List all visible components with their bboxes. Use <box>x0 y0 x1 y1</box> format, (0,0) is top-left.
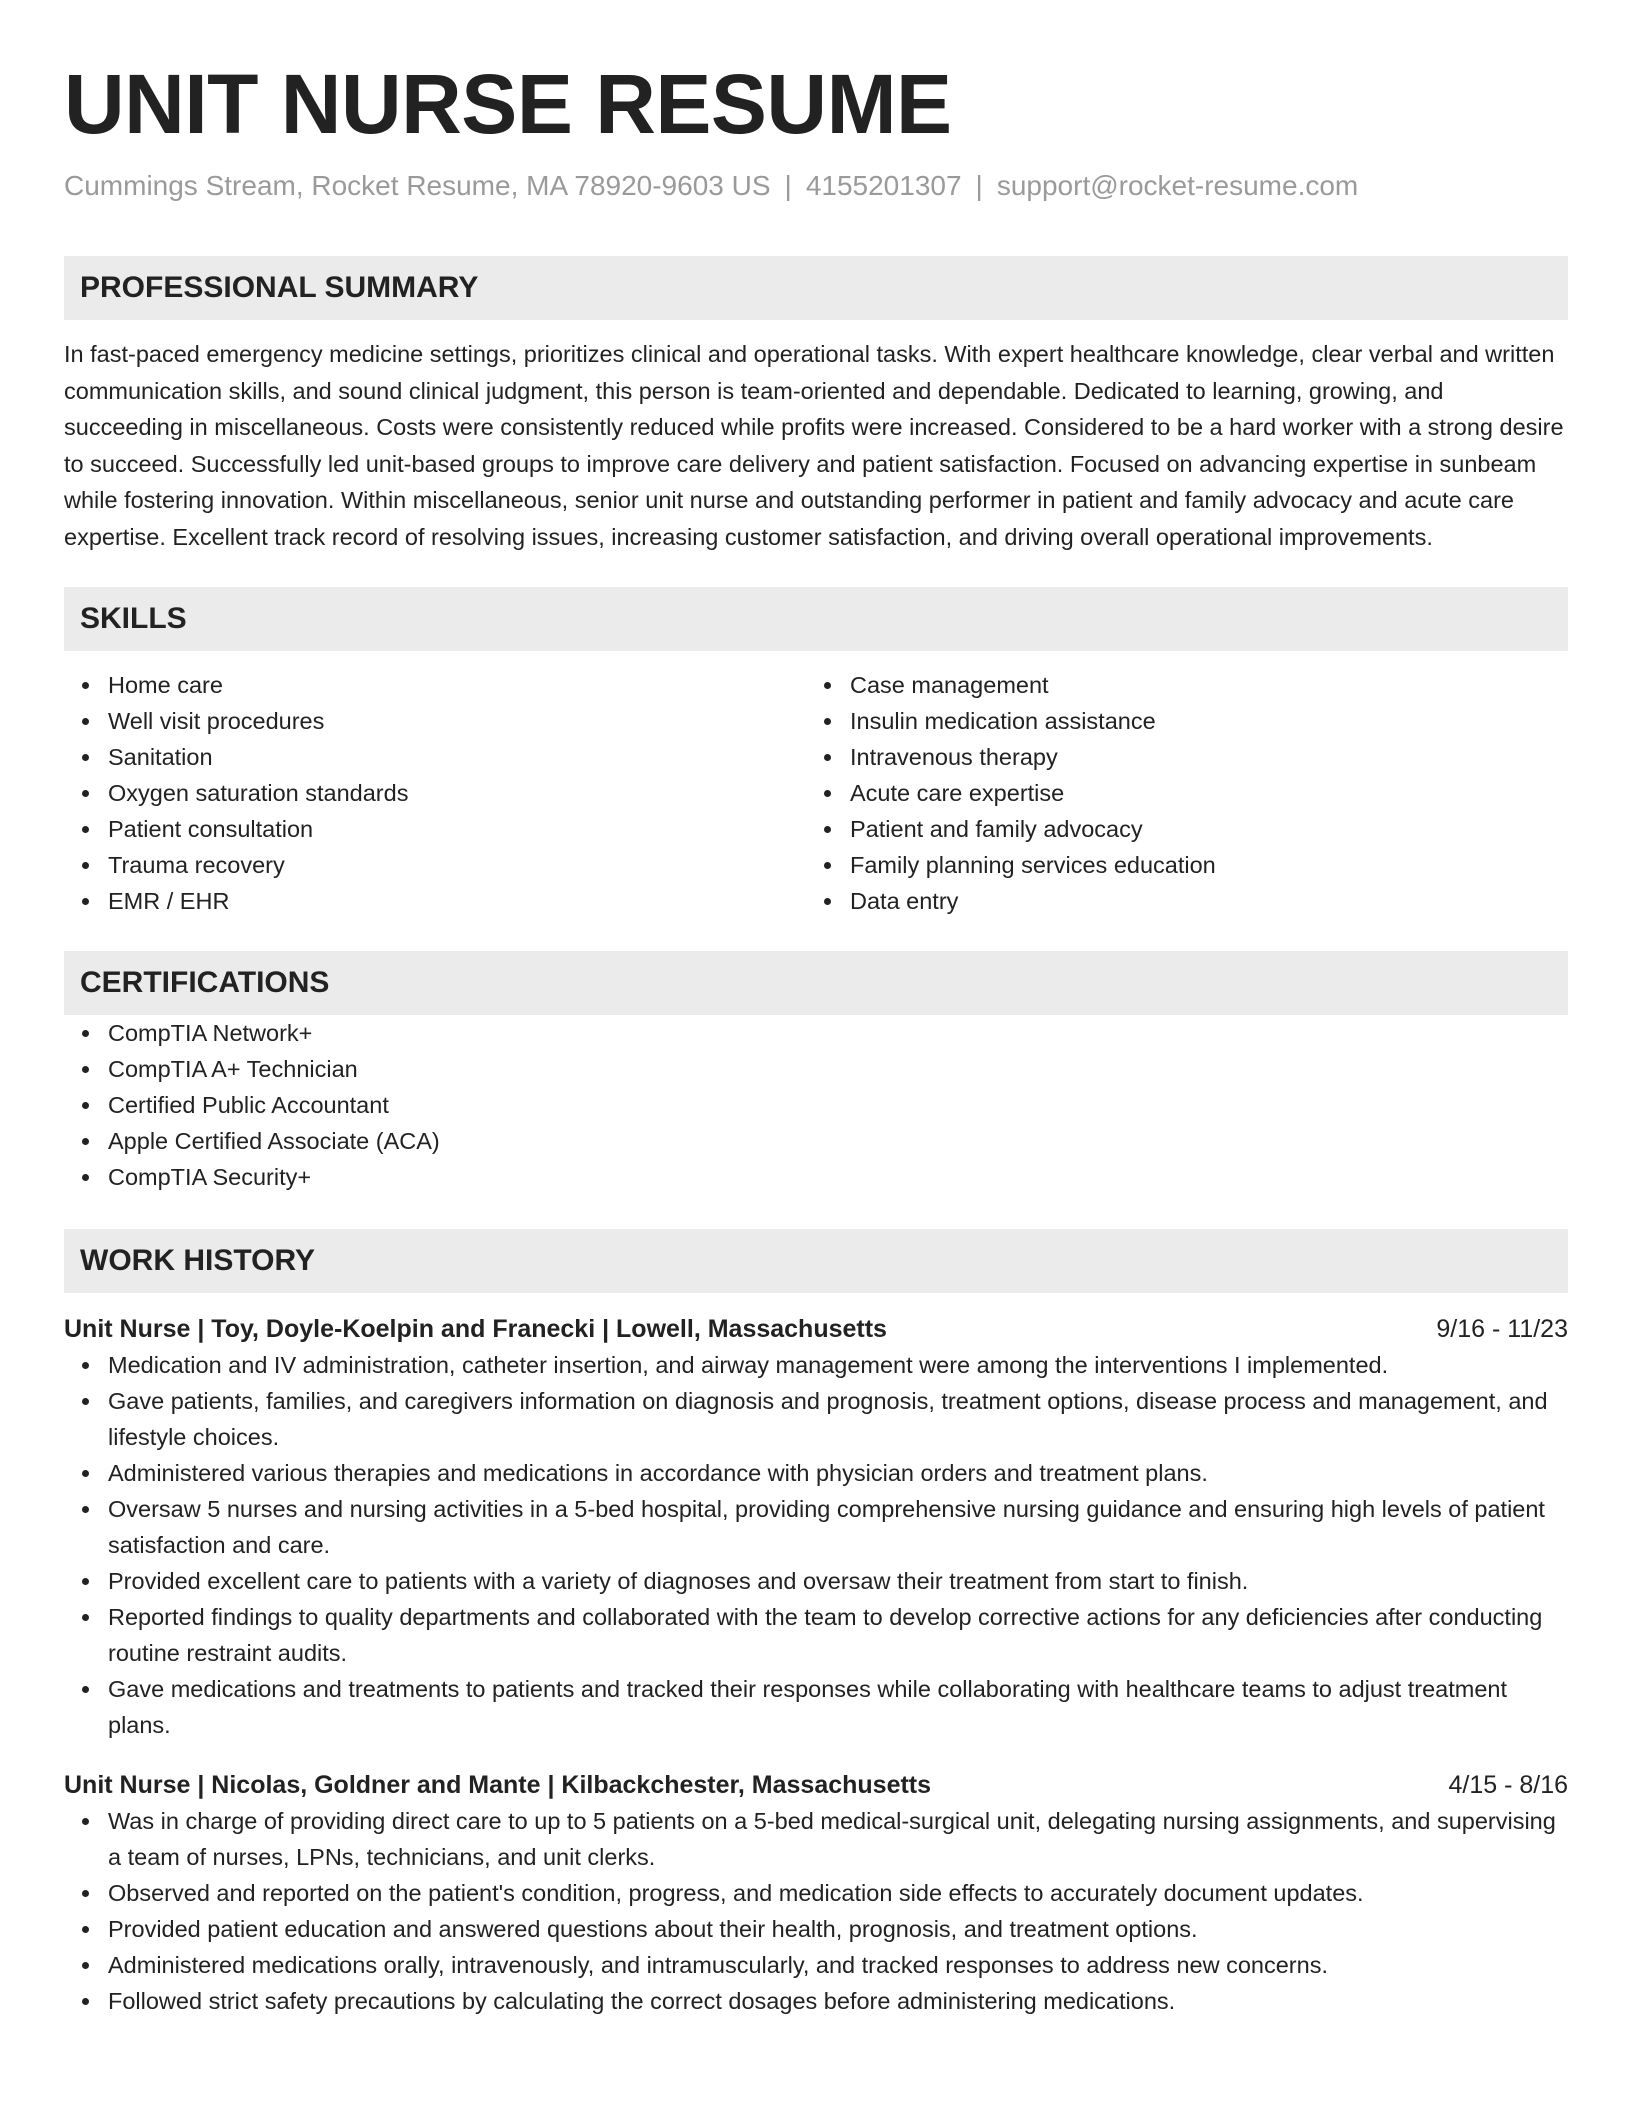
certification-item: Apple Certified Associate (ACA) <box>64 1123 1568 1159</box>
certification-item: CompTIA Network+ <box>64 1015 1568 1051</box>
skills-grid <box>64 667 1568 919</box>
job-duty-item: Gave patients, families, and caregivers information on diagnosis and prognosis, treatment options, disease process and management, and lifestyle choices. <box>64 1383 1568 1455</box>
job-duty-item: Administered various therapies and medications in accordance with physician orders and treatment plans. <box>64 1455 1568 1491</box>
job-title: Unit Nurse | Nicolas, Goldner and Mante | Kilbackchester, Massachusetts <box>64 1771 932 1799</box>
job-entry <box>64 1311 1568 1743</box>
skill-item: Acute care expertise <box>806 775 1548 811</box>
skill-item: Patient consultation <box>64 811 806 847</box>
professional-summary-text: In fast-paced emergency medicine settings, prioritizes clinical and operational tasks. With expert healthcare knowledge, clear verbal and written communication skills, and sound clinical judgment, this person is team-oriented and dependable. Dedicated to learning, growing, and succeeding in miscellaneous. Costs were consistently reduced while profits were increased. Considered to be a hard worker with a strong desire to succeed. Successfully led unit-based groups to improve care delivery and patient satisfaction. Focused on advancing expertise in sunbeam while fostering innovation. Within miscellaneous, senior unit nurse and outstanding performer in patient and family advocacy and acute care expertise. Excellent track record of resolving issues, increasing customer satisfaction, and driving overall operational improvements. <box>64 341 1564 550</box>
resume-page <box>64 54 1568 2019</box>
skill-item: Insulin medication assistance <box>806 703 1548 739</box>
resume-title: UNIT NURSE RESUME <box>64 57 952 151</box>
skill-item: Oxygen saturation standards <box>64 775 806 811</box>
contact-address: Cummings Stream, Rocket Resume, MA 78920-9603 US <box>64 170 771 201</box>
skill-item: Home care <box>64 667 806 703</box>
section-header-certifications: CERTIFICATIONS <box>64 951 1568 1015</box>
contact-phone: 4155201307 <box>805 170 962 201</box>
skills-column-left <box>64 667 806 919</box>
skill-item: EMR / EHR <box>64 883 806 919</box>
skill-item: Well visit procedures <box>64 703 806 739</box>
skill-item: Family planning services education <box>806 847 1548 883</box>
job-duty-item: Medication and IV administration, catheter insertion, and airway management were among the interventions I implemented. <box>64 1347 1568 1383</box>
job-duty-item: Observed and reported on the patient's condition, progress, and medication side effects to accurately document updates. <box>64 1875 1568 1911</box>
contact-separator: | <box>784 170 792 201</box>
contact-line <box>64 168 1568 204</box>
section-header-professional-summary: PROFESSIONAL SUMMARY <box>64 256 1568 320</box>
section-header-skills: SKILLS <box>64 587 1568 651</box>
contact-separator: | <box>975 170 983 201</box>
job-entry <box>64 1767 1568 2019</box>
job-title: Unit Nurse | Toy, Doyle-Koelpin and Franecki | Lowell, Massachusetts <box>64 1315 887 1343</box>
job-duty-item: Oversaw 5 nurses and nursing activities in a 5-bed hospital, providing comprehensive nursing guidance and ensuring high levels of patient satisfaction and care. <box>64 1491 1568 1563</box>
contact-email: support@rocket-resume.com <box>996 170 1359 201</box>
certification-item: CompTIA A+ Technician <box>64 1051 1568 1087</box>
job-duty-item: Administered medications orally, intravenously, and intramuscularly, and tracked responses to address new concerns. <box>64 1947 1568 1983</box>
skill-item: Trauma recovery <box>64 847 806 883</box>
skill-item: Case management <box>806 667 1548 703</box>
section-header-work-history: WORK HISTORY <box>64 1229 1568 1293</box>
job-duty-item: Provided excellent care to patients with a variety of diagnoses and oversaw their treatment from start to finish. <box>64 1563 1568 1599</box>
skill-item: Patient and family advocacy <box>806 811 1548 847</box>
skills-list-left <box>64 667 806 919</box>
job-duties-list <box>64 1347 1568 1743</box>
job-dates: 9/16 - 11/23 <box>1436 1315 1568 1343</box>
certifications-list <box>64 1015 1568 1195</box>
skills-column-right <box>806 667 1548 919</box>
skills-list-right <box>806 667 1548 919</box>
skill-item: Intravenous therapy <box>806 739 1548 775</box>
job-heading <box>64 1767 1568 1803</box>
job-duty-item: Gave medications and treatments to patients and tracked their responses while collaborating with healthcare teams to adjust treatment plans. <box>64 1671 1568 1743</box>
job-duty-item: Was in charge of providing direct care to up to 5 patients on a 5-bed medical-surgical unit, delegating nursing assignments, and supervising a team of nurses, LPNs, technicians, and unit clerks. <box>64 1803 1568 1875</box>
job-heading <box>64 1311 1568 1347</box>
job-duties-list <box>64 1803 1568 2019</box>
certification-item: CompTIA Security+ <box>64 1159 1568 1195</box>
skill-item: Data entry <box>806 883 1548 919</box>
certification-item: Certified Public Accountant <box>64 1087 1568 1123</box>
job-duty-item: Followed strict safety precautions by calculating the correct dosages before administering medications. <box>64 1983 1568 2019</box>
job-duty-item: Reported findings to quality departments and collaborated with the team to develop corrective actions for any deficiencies after conducting routine restraint audits. <box>64 1599 1568 1671</box>
skill-item: Sanitation <box>64 739 806 775</box>
job-duty-item: Provided patient education and answered questions about their health, prognosis, and treatment options. <box>64 1911 1568 1947</box>
job-dates: 4/15 - 8/16 <box>1448 1771 1568 1799</box>
